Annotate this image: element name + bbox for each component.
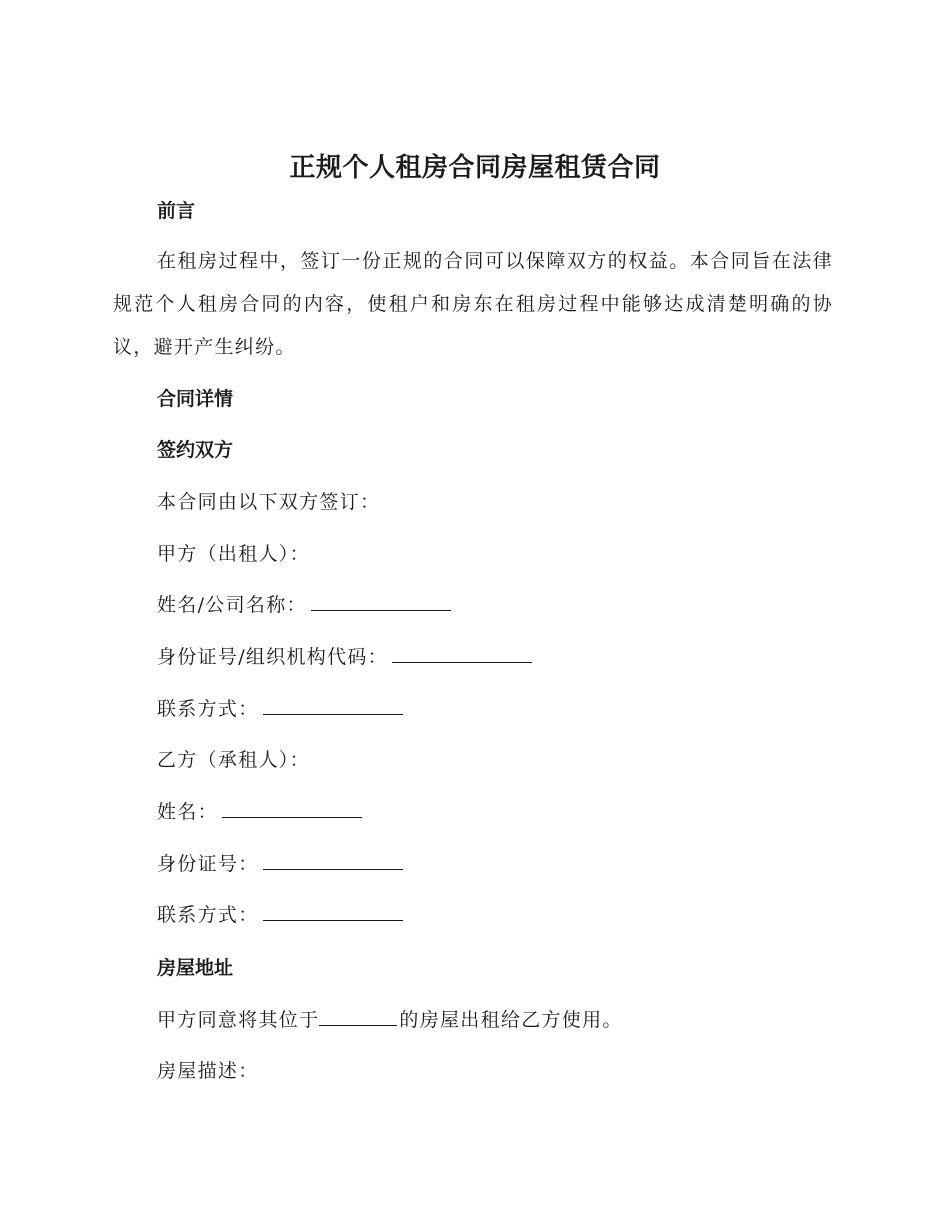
party-a-contact-row: [157, 696, 403, 722]
address-sentence-after: 的房屋出租给乙方使用。: [399, 1009, 623, 1031]
party-a-contact-label: 联系方式：: [157, 698, 259, 720]
house-description-label: 房屋描述：: [157, 1060, 259, 1082]
document-title: 正规个人租房合同房屋租赁合同: [289, 153, 661, 183]
party-a-name-label: 姓名/公司名称：: [157, 594, 307, 616]
party-b-contact-row: [157, 902, 403, 928]
address-sentence: [157, 1007, 623, 1033]
party-a-id-label: 身份证号/组织机构代码：: [157, 646, 389, 668]
parties-intro: 本合同由以下双方签订：: [157, 491, 381, 513]
address-heading: 房屋地址: [157, 957, 234, 979]
preface-heading: 前言: [157, 200, 196, 222]
party-b-id-label: 身份证号：: [157, 853, 259, 875]
party-b-id-blank[interactable]: [263, 851, 403, 870]
party-b-name-label: 姓名：: [157, 801, 218, 823]
parties-heading: 签约双方: [157, 439, 234, 461]
contract-details-heading: 合同详情: [157, 388, 234, 410]
party-a-id-row: [157, 644, 532, 670]
party-b-name-blank[interactable]: [222, 799, 362, 818]
preface-paragraph: 在租房过程中，签订一份正规的合同可以保障双方的权益。本合同旨在法律规范个人租房合同的内容，使租户和房东在租房过程中能够达成清楚明确的协议，避开产生纠纷。: [113, 250, 833, 358]
party-a-id-blank[interactable]: [392, 644, 532, 663]
party-a-contact-blank[interactable]: [263, 696, 403, 715]
party-b-name-row: [157, 799, 362, 825]
address-blank[interactable]: [319, 1007, 397, 1026]
address-sentence-before: 甲方同意将其位于: [157, 1009, 320, 1031]
party-b-contact-label: 联系方式：: [157, 904, 259, 926]
party-b-contact-blank[interactable]: [263, 902, 403, 921]
party-a-name-row: [157, 592, 451, 618]
party-b-id-row: [157, 851, 403, 877]
party-b-label: 乙方（承租人）：: [157, 749, 310, 771]
party-a-name-blank[interactable]: [311, 592, 451, 611]
party-a-label: 甲方（出租人）：: [157, 543, 310, 565]
